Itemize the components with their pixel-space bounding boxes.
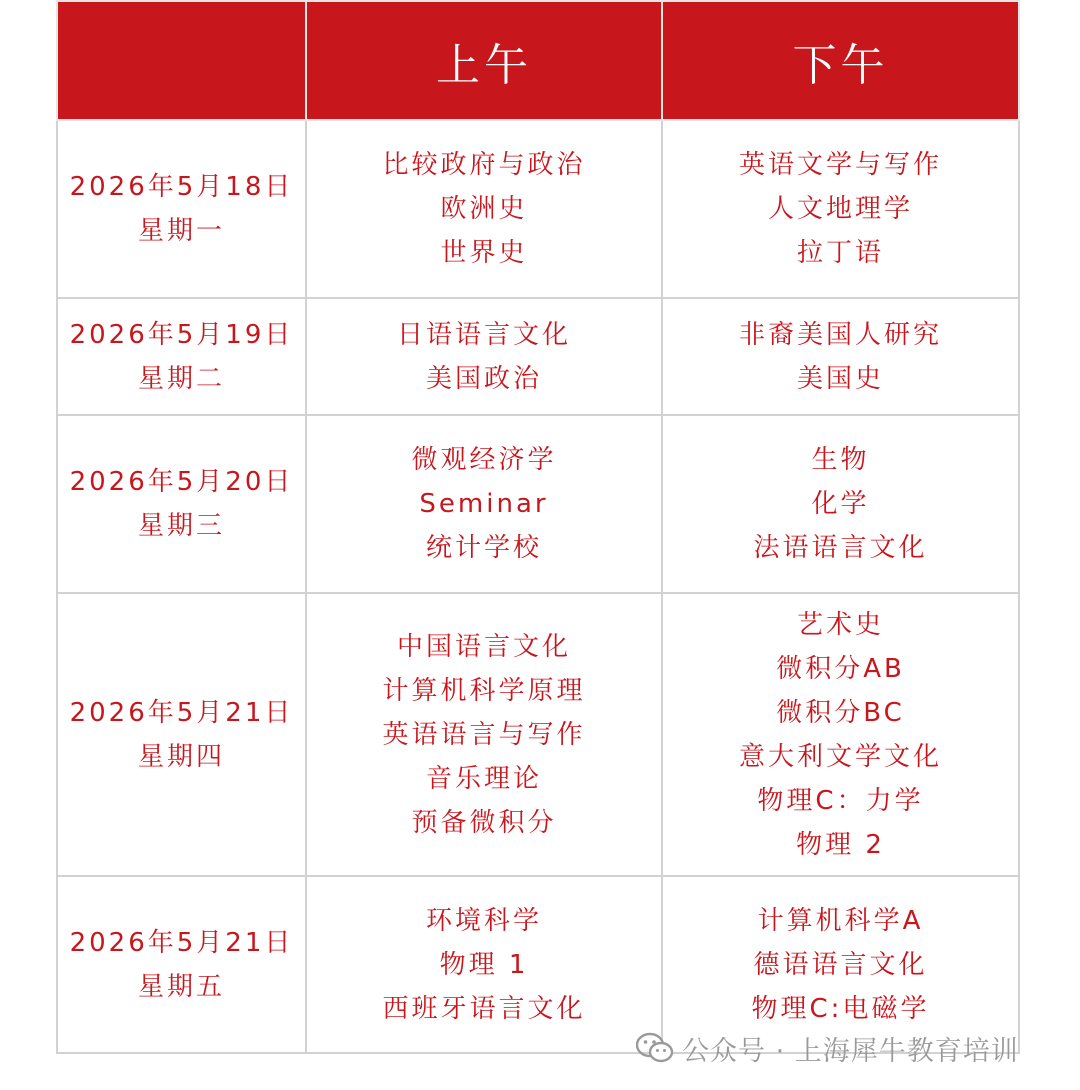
subject: 日语语言文化	[396, 319, 571, 350]
header-row	[57, 1, 1019, 120]
date-text: 2026年5月20日	[69, 467, 294, 497]
header-date-cell	[57, 1, 306, 120]
afternoon-cell	[662, 415, 1019, 593]
morning-cell	[306, 876, 662, 1053]
watermark	[636, 1026, 1019, 1070]
watermark-text: 公众号 · 上海犀牛教育培训	[682, 1035, 1019, 1067]
subject: 西班牙语言文化	[382, 993, 586, 1024]
date-text: 2026年5月18日	[69, 172, 294, 202]
subject: 化学	[811, 489, 870, 519]
table-row	[57, 593, 1019, 876]
weekday-text: 星期一	[137, 216, 225, 246]
subject: 世界史	[440, 238, 528, 268]
date-cell	[57, 593, 306, 876]
date-text: 2026年5月19日	[69, 319, 294, 350]
subject: 欧洲史	[440, 194, 528, 224]
subject: 计算机科学原理	[382, 675, 586, 706]
table-row	[57, 120, 1019, 298]
subject: 物理 1	[439, 949, 529, 980]
weekday-text: 星期二	[137, 363, 225, 394]
subject: 英语文学与写作	[738, 150, 942, 180]
morning-cell	[306, 298, 662, 415]
morning-cell	[306, 120, 662, 298]
header-morning: 上午	[306, 1, 662, 120]
subject: 预备微积分	[411, 807, 557, 838]
weekday-text: 星期四	[137, 741, 225, 772]
subject: 德语语言文化	[753, 949, 928, 980]
subject: 生物	[811, 445, 870, 475]
subject: 计算机科学A	[757, 905, 924, 936]
date-cell	[57, 298, 306, 415]
date-cell	[57, 415, 306, 593]
subject: 微积分BC	[776, 697, 905, 728]
subject: 美国政治	[425, 363, 542, 394]
date-cell	[57, 120, 306, 298]
subject: 环境科学	[425, 905, 542, 936]
wechat-icon	[636, 1032, 674, 1064]
subject: 微观经济学	[411, 445, 557, 475]
subject: 中国语言文化	[396, 631, 571, 662]
subject: 英语语言与写作	[382, 719, 586, 750]
weekday-text: 星期三	[137, 511, 225, 541]
subject: 人文地理学	[767, 194, 913, 224]
subject: 非裔美国人研究	[738, 319, 942, 350]
subject: 物理C：力学	[757, 785, 924, 816]
subject: 微积分AB	[776, 653, 905, 684]
date-text: 2026年5月21日	[69, 697, 294, 728]
table-row	[57, 415, 1019, 593]
subject: 物理C:电磁学	[751, 993, 930, 1024]
subject: 美国史	[796, 363, 884, 394]
subject: 艺术史	[796, 609, 884, 640]
afternoon-cell	[662, 593, 1019, 876]
date-text: 2026年5月21日	[69, 927, 294, 958]
header-afternoon: 下午	[662, 1, 1019, 120]
weekday-text: 星期五	[137, 971, 225, 1002]
exam-schedule-table	[56, 0, 1020, 1054]
subject: 统计学校	[425, 533, 542, 563]
subject: Seminar	[419, 489, 549, 519]
morning-cell	[306, 415, 662, 593]
subject: 拉丁语	[796, 238, 884, 268]
table-row	[57, 298, 1019, 415]
subject: 法语语言文化	[753, 533, 928, 563]
afternoon-cell	[662, 120, 1019, 298]
morning-cell	[306, 593, 662, 876]
date-cell	[57, 876, 306, 1053]
afternoon-cell	[662, 298, 1019, 415]
subject: 物理 2	[796, 829, 885, 860]
subject: 音乐理论	[425, 763, 542, 794]
subject: 比较政府与政治	[382, 150, 586, 180]
subject: 意大利文学文化	[738, 741, 942, 772]
